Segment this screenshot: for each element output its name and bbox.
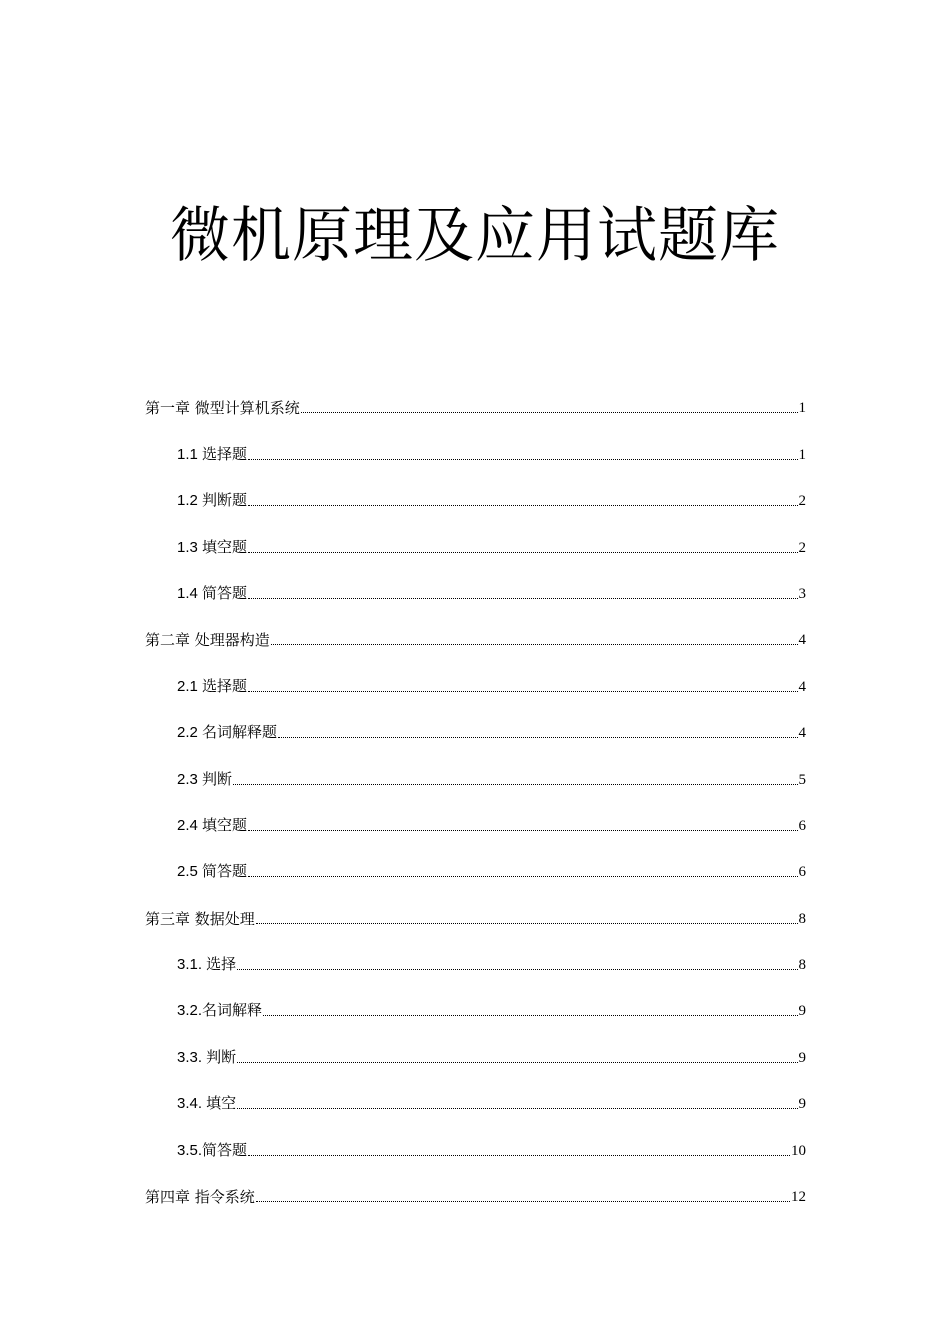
- toc-chapter-entry[interactable]: [145, 1177, 806, 1223]
- toc-section-entry[interactable]: [145, 1037, 806, 1083]
- toc-page-number: 2: [798, 539, 806, 556]
- toc-section-entry[interactable]: [145, 666, 806, 712]
- toc-dot-leader: [248, 1154, 790, 1156]
- toc-entry-label: 3.2.名词解释: [177, 1002, 263, 1020]
- toc-page-number: 6: [798, 817, 806, 834]
- document-title: 微机原理及应用试题库: [170, 201, 780, 271]
- toc-section-entry[interactable]: [145, 481, 806, 527]
- toc-chapter-entry[interactable]: [145, 620, 806, 666]
- toc-page-number: 3: [798, 585, 806, 602]
- toc-page-number: 1: [798, 446, 806, 463]
- toc-dot-leader: [256, 1200, 790, 1202]
- toc-page-number: 1: [798, 400, 806, 417]
- toc-dot-leader: [237, 968, 797, 970]
- toc-page-number: 4: [798, 678, 806, 695]
- toc-entry-label: 3.4. 填空: [177, 1095, 237, 1113]
- toc-dot-leader: [248, 875, 797, 877]
- toc-page-number: 8: [798, 957, 806, 974]
- toc-page-number: 2: [798, 493, 806, 510]
- toc-dot-leader: [248, 504, 797, 506]
- toc-section-entry[interactable]: [145, 574, 806, 620]
- toc-entry-label: 第二章 处理器构造: [145, 631, 270, 650]
- toc-entry-label: 1.2 判断题: [177, 492, 248, 510]
- toc-chapter-entry[interactable]: [145, 898, 806, 944]
- toc-entry-label: 1.3 填空题: [177, 538, 248, 556]
- toc-entry-label: 第三章 数据处理: [145, 909, 255, 928]
- toc-section-entry[interactable]: [145, 713, 806, 759]
- toc-dot-leader: [301, 411, 798, 413]
- toc-dot-leader: [256, 922, 798, 924]
- toc-entry-label: 1.1 选择题: [177, 445, 248, 463]
- toc-entry-label: 第四章 指令系统: [145, 1188, 255, 1207]
- table-of-contents: [145, 388, 806, 1223]
- toc-dot-leader: [271, 643, 798, 645]
- toc-entry-label: 3.3. 判断: [177, 1048, 237, 1066]
- toc-dot-leader: [237, 1107, 797, 1109]
- toc-dot-leader: [248, 597, 797, 599]
- toc-page-number: 12: [791, 1189, 806, 1206]
- toc-section-entry[interactable]: [145, 852, 806, 898]
- toc-dot-leader: [248, 458, 797, 460]
- toc-entry-label: 1.4 简答题: [177, 584, 248, 602]
- toc-dot-leader: [263, 1014, 797, 1016]
- toc-page-number: 4: [798, 632, 806, 649]
- toc-section-entry[interactable]: [145, 1130, 806, 1176]
- toc-dot-leader: [248, 551, 797, 553]
- toc-section-entry[interactable]: [145, 527, 806, 573]
- toc-entry-label: 3.5.简答题: [177, 1141, 248, 1159]
- toc-section-entry[interactable]: [145, 806, 806, 852]
- toc-entry-label: 2.4 填空题: [177, 816, 248, 834]
- toc-entry-label: 2.1 选择题: [177, 677, 248, 695]
- toc-entry-label: 3.1. 选择: [177, 956, 237, 974]
- toc-dot-leader: [248, 690, 797, 692]
- toc-dot-leader: [248, 829, 797, 831]
- toc-entry-label: 第一章 微型计算机系统: [145, 399, 300, 418]
- toc-section-entry[interactable]: [145, 434, 806, 480]
- toc-dot-leader: [233, 783, 797, 785]
- toc-section-entry[interactable]: [145, 1084, 806, 1130]
- toc-page-number: 9: [798, 1003, 806, 1020]
- toc-page-number: 9: [798, 1096, 806, 1113]
- toc-page-number: 4: [798, 725, 806, 742]
- toc-dot-leader: [237, 1061, 797, 1063]
- toc-dot-leader: [278, 736, 797, 738]
- toc-section-entry[interactable]: [145, 759, 806, 805]
- toc-page-number: 8: [798, 910, 806, 927]
- toc-section-entry[interactable]: [145, 945, 806, 991]
- toc-page-number: 6: [798, 864, 806, 881]
- toc-page-number: 5: [798, 771, 806, 788]
- toc-page-number: 9: [798, 1049, 806, 1066]
- toc-page-number: 10: [791, 1142, 806, 1159]
- toc-entry-label: 2.3 判断: [177, 770, 233, 788]
- toc-chapter-entry[interactable]: [145, 388, 806, 434]
- toc-entry-label: 2.2 名词解释题: [177, 724, 278, 742]
- toc-section-entry[interactable]: [145, 991, 806, 1037]
- toc-entry-label: 2.5 简答题: [177, 863, 248, 881]
